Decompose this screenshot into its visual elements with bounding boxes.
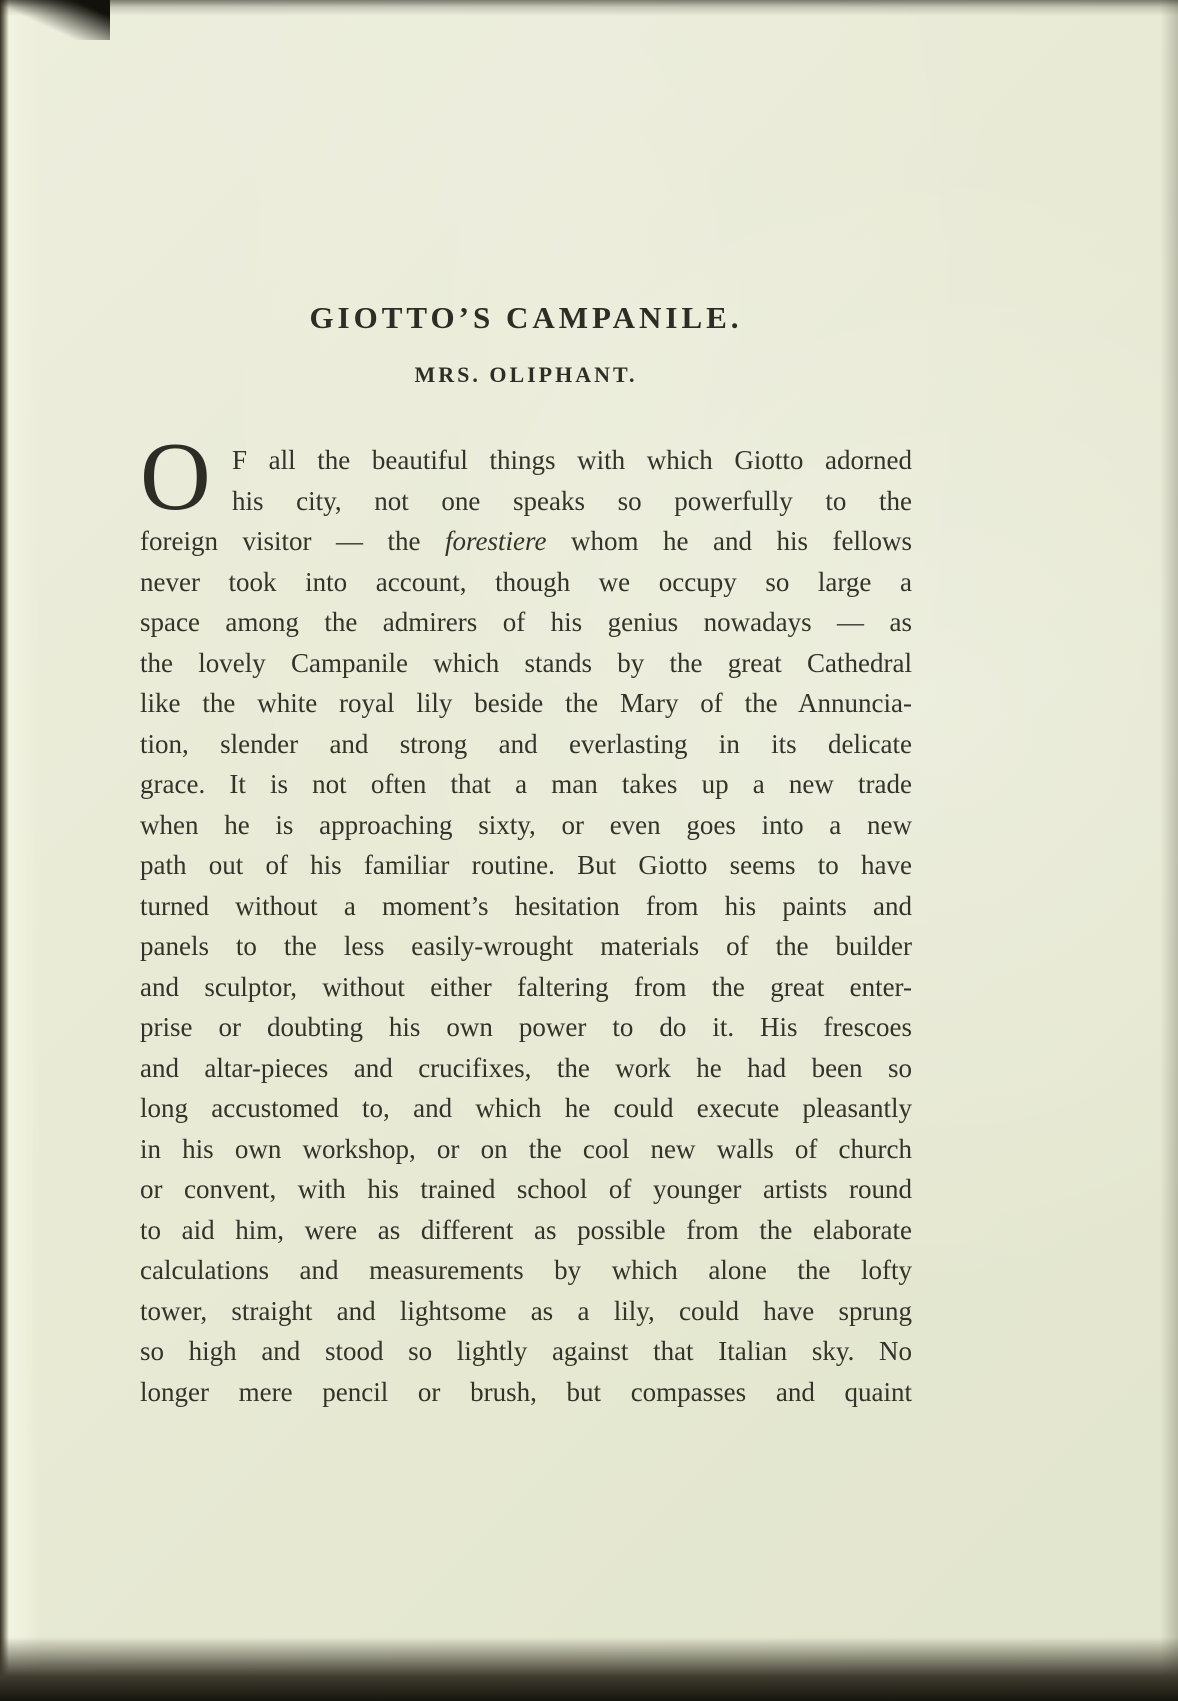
text-line: F all the beautiful things with which Giotto adorned (232, 445, 912, 475)
text-line: space among the admirers of his genius nowadays — as (140, 607, 912, 637)
text-line: path out of his familiar routine. But Giotto seems to have (140, 850, 912, 880)
text-line: so high and stood so lightly against that Italian sky. No (140, 1336, 912, 1366)
text-segment: whom he and his fellows (571, 526, 912, 556)
text-line: longer mere pencil or brush, but compasses and quaint (140, 1376, 912, 1407)
article-author: MRS. OLIPHANT. (414, 362, 638, 387)
text-line: tion, slender and strong and everlasting in its delicate (140, 728, 912, 759)
text-line: and altar-pieces and crucifixes, the work he had been so (140, 1052, 912, 1083)
text-line: turned without a moment’s hesitation from his paints and (140, 890, 912, 921)
text-line: like the white royal lily beside the Mary of the Annuncia- (140, 688, 912, 718)
text-line: in his own workshop, or on the cool new walls of church (140, 1133, 912, 1164)
text-line: the lovely Campanile which stands by the great Cathedral (140, 647, 912, 678)
text-line: panels to the less easily-wrought materials of the builder (140, 931, 912, 961)
page-left-edge (0, 0, 40, 1701)
page-content (140, 0, 912, 1412)
text-line: his city, not one speaks so powerfully to the (232, 485, 912, 516)
text-line: never took into account, though we occupy so large a (140, 566, 912, 597)
text-line: long accustomed to, and which he could execute pleasantly (140, 1093, 912, 1123)
text-line: grace. It is not often that a man takes up a new trade (140, 769, 912, 799)
article-paragraph (140, 423, 912, 1412)
text-line: calculations and measurements by which alone the lofty (140, 1255, 912, 1285)
page-right-shadow (1160, 0, 1178, 1701)
text-line: and sculptor, without either faltering from the great enter- (140, 971, 912, 1002)
text-line: tower, straight and lightsome as a lily, could have sprung (140, 1295, 912, 1326)
text-line (140, 521, 912, 562)
text-line: prise or doubting his own power to do it. His frescoes (140, 1012, 912, 1042)
drop-cap: O (140, 423, 211, 531)
italic-word: forestiere (445, 526, 547, 556)
scan-corner-shadow (0, 0, 110, 40)
article-title: GIOTTO’S CAMPANILE. (309, 300, 743, 335)
text-line: or convent, with his trained school of younger artists round (140, 1174, 912, 1204)
text-line: to aid him, were as different as possible from the elaborate (140, 1214, 912, 1245)
page-bottom-shadow (0, 1637, 1178, 1701)
text-segment: foreign visitor — the (140, 526, 421, 556)
text-line: when he is approaching sixty, or even goes into a new (140, 809, 912, 840)
